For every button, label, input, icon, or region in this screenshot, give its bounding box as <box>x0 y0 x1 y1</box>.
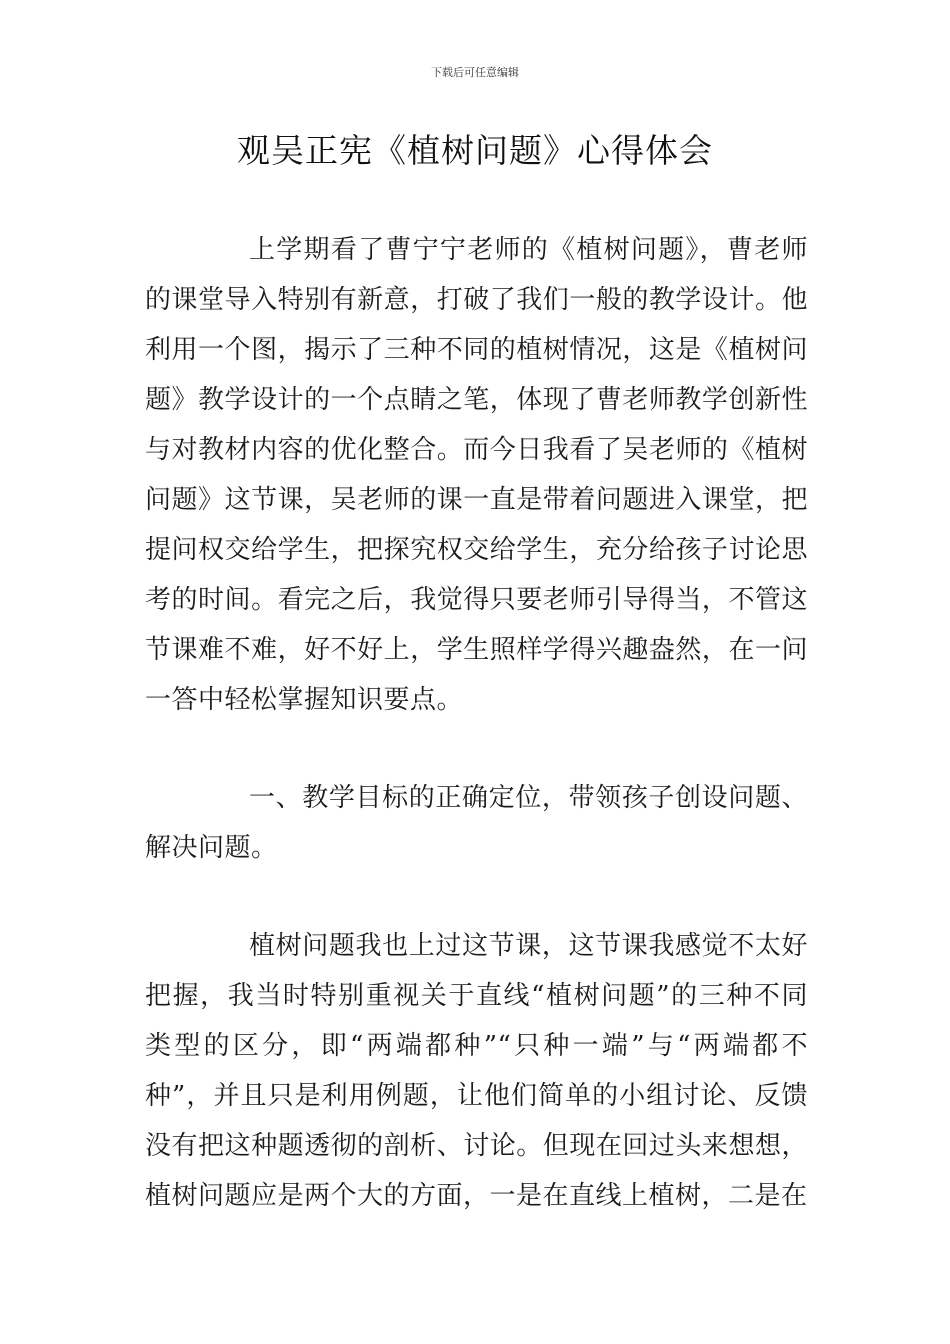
header-note: 下载后可任意编辑 <box>431 66 519 79</box>
paragraph-intro: 上学期看了曹宁宁老师的《植树问题》，曹老师的课堂导入特别有新意，打破了我们一般的教学设计。他利用一个图，揭示了三种不同的植树情况，这是《植树问题》教学设计的一个点睛之笔，体现了曹老师教学创新性与对教材内容的优化整合。而今日我看了吴老师的《植树问题》这节课，吴老师的课一直是带着问题进入课堂，把提问权交给学生，把探究权交给学生，充分给孩子讨论思考的时间。看完之后，我觉得只要老师引导得当，不管这节课难不难，好不好上，学生照样学得兴趣盎然，在一问一答中轻松掌握知识要点。 <box>145 235 808 715</box>
document-title: 观吴正宪《植树问题》心得体会 <box>237 131 713 170</box>
paragraph-section-1: 植树问题我也上过这节课，这节课我感觉不太好把握，我当时特别重视关于直线“植树问题”的三种不同类型的区分，即“两端都种”“只种一端”与“两端都不种”，并且只是利用例题，让他们简单的小组讨论、反馈没有把这种题透彻的剖析、讨论。但现在回过头来想想，植树问题应是两个大的方面，一是在直线上植树，二是在 <box>145 931 808 1211</box>
section-heading-1: 一、教学目标的正确定位，带领孩子创设问题、解决问题。 <box>145 783 808 863</box>
